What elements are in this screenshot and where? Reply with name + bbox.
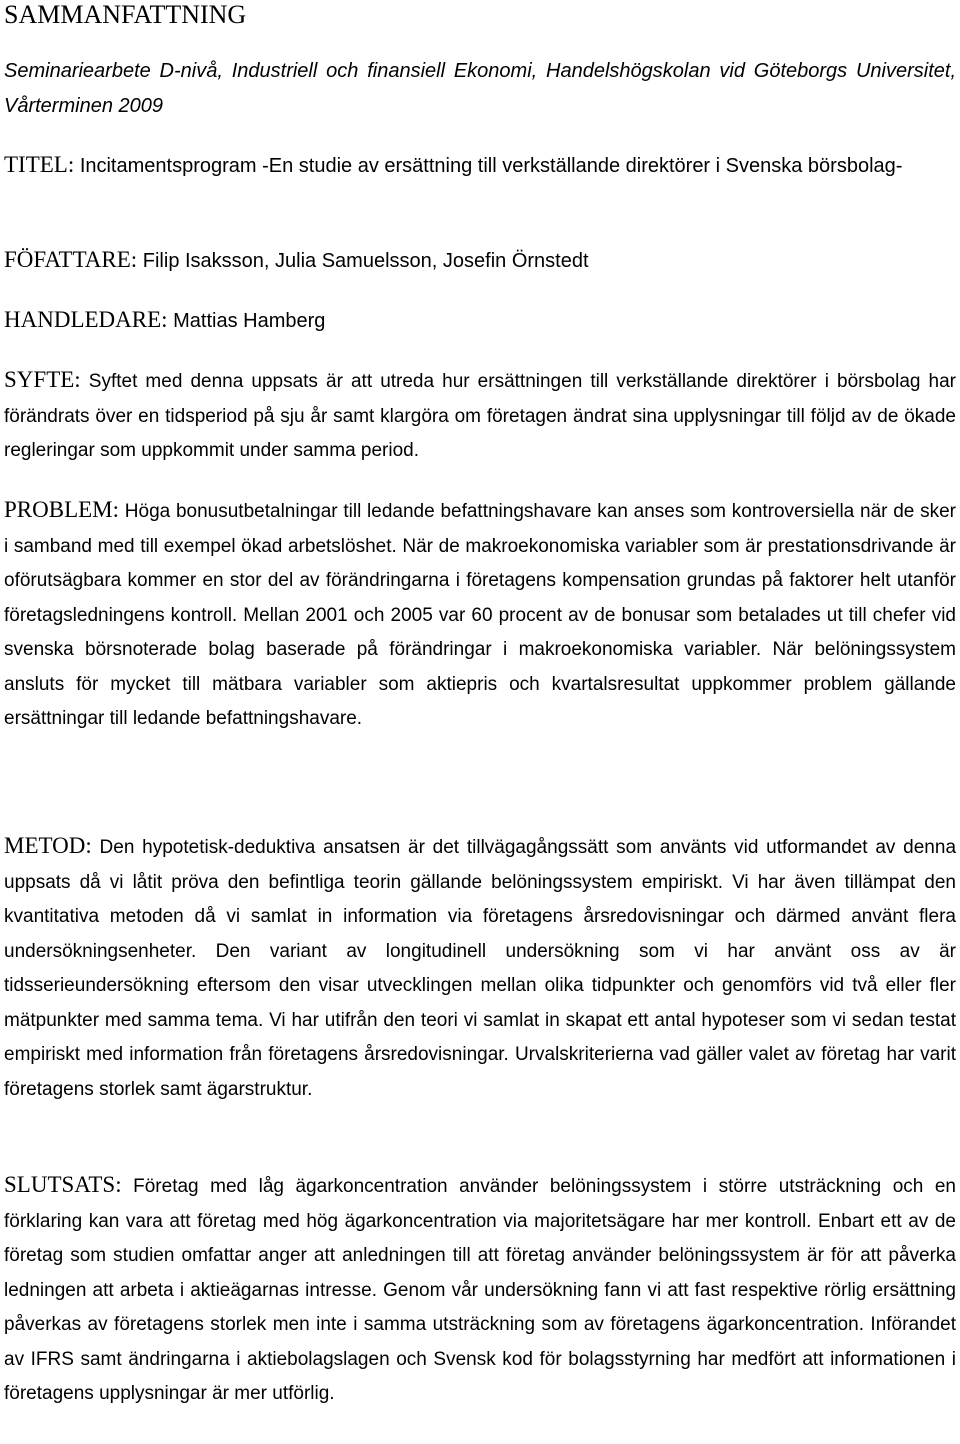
purpose-label: SYFTE:	[4, 367, 81, 392]
method-label: METOD:	[4, 833, 92, 858]
authors-label: FÖFATTARE:	[4, 247, 138, 272]
title-text: Incitamentsprogram -En studie av ersättning till verkställande direktörer i Svenska börsbolag-	[79, 155, 903, 177]
authors-section	[4, 243, 956, 279]
purpose-section	[4, 363, 956, 469]
problem-section	[4, 493, 956, 737]
method-section	[4, 829, 956, 1107]
advisor-text: Mattias Hamberg	[173, 310, 326, 332]
method-text: Den hypotetisk-deduktiva ansatsen är det tillvägagångssätt som använts vid utformandet av denna uppsats då vi låtit pröva den befintliga teorin gällande belöningssystem empiriskt. Vi har även tillämpat den kvantitativa metoden då vi samlat in information via företagens årsredovisningar och därmed använt flera undersökningsenheter. Den variant av longitudinell undersökning som vi har använt oss av är tidsserieundersökning eftersom den visar utvecklingen mellan olika tidpunkter och genomförs vid två eller fler mätpunkter med samma tema. Vi har utifrån den teori vi samlat in skapat ett antal hypoteser som vi sedan testat empiriskt med information från företagens årsredovisningar. Urvalskriterierna vad gäller valet av företag har varit företagens storlek samt ägarstruktur.	[4, 837, 957, 1100]
conclusion-text: Företag med låg ägarkoncentration använder belöningssystem i större utsträckning och en förklaring kan vara att företag med hög ägarkoncentration via majoritetsägare har mer kontroll. Enbart ett av de företag som studien omfattar anger att anledningen till att företag använder belöningssystem är för att påverka ledningen att arbeta i aktieägarnas intresse. Genom vår undersökning fann vi att fast respektive rörlig ersättning påverkas av företagens storlek men inte i samma utsträckning som av företagens ägarkoncentration. Införandet av IFRS samt ändringarna i aktiebolagslagen och Svensk kod för bolagsstyrning har medfört att informationen i företagens upplysningar är mer utförlig.	[4, 1176, 956, 1404]
authors-text: Filip Isaksson, Julia Samuelsson, Josefin Örnstedt	[142, 250, 589, 272]
advisor-label: HANDLEDARE:	[4, 307, 168, 332]
title-section	[4, 147, 956, 184]
document-subtitle: Seminariearbete D-nivå, Industriell och finansiell Ekonomi, Handelshögskolan vid Göteborgs Universitet, Vårterminen 2009	[4, 60, 956, 117]
purpose-text: Syftet med denna uppsats är att utreda hur ersättningen till verkställande direktörer i börsbolag har förändrats över en tidsperiod på sju år samt klargöra om företagen ändrat sina upplysningar till följd av de ökade regleringar som uppkommit under samma period.	[4, 371, 957, 461]
title-label: TITEL:	[4, 152, 75, 177]
problem-label: PROBLEM:	[4, 497, 120, 522]
advisor-section	[4, 303, 956, 339]
problem-text: Höga bonusutbetalningar till ledande befattningshavare kan anses som kontroversiella när de sker i samband med till exempel ökad arbetslöshet. När de makroekonomiska variabler som är prestationsdrivande är oförutsägbara kommer en stor del av förändringarna i företagens kompensation grundas på faktorer helt utanför företagsledningens kontroll. Mellan 2001 och 2005 var 60 procent av de bonusar som betalades ut till chefer vid svenska börsnoterade bolag baserade på förändringar i makroekonomiska variabler. När belöningssystem ansluts för mycket till mätbara variabler som aktiepris och kvartalsresultat uppkommer problem gällande ersättningar till ledande befattningshavare.	[4, 501, 957, 729]
conclusion-section	[4, 1168, 956, 1412]
document-heading: SAMMANFATTNING	[4, 0, 247, 29]
conclusion-label: SLUTSATS:	[4, 1172, 122, 1197]
